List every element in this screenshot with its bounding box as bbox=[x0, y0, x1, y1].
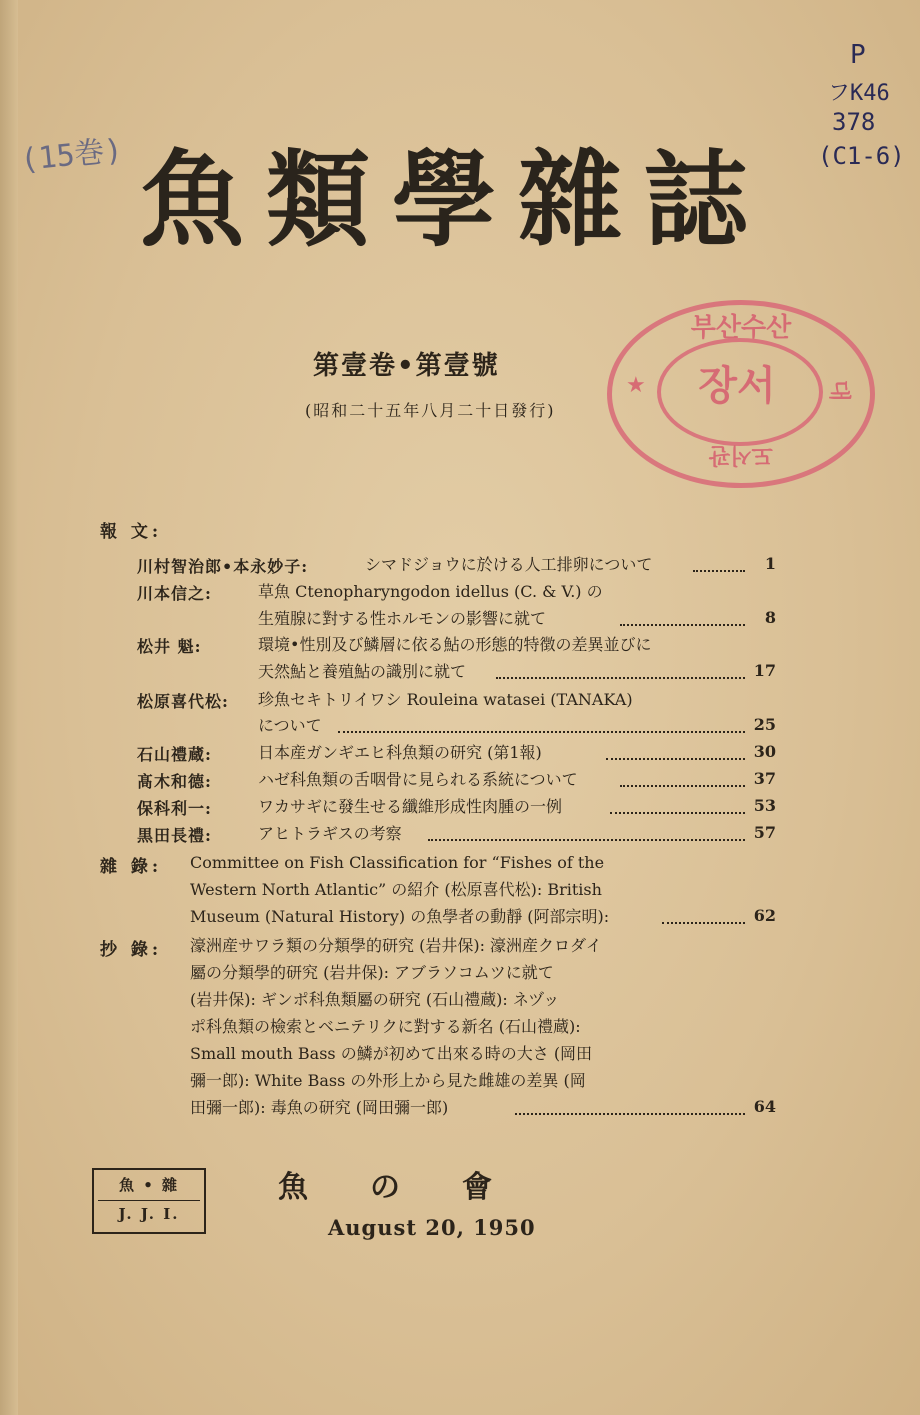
articles-heading: 報 文: bbox=[100, 522, 163, 542]
article-author: 川本信之: bbox=[137, 584, 212, 603]
misc-page: 62 bbox=[753, 906, 776, 925]
article-title: 草魚 Ctenopharyngodon idellus (C. & V.) の bbox=[258, 582, 603, 601]
article-author: 石山禮蔵: bbox=[137, 745, 212, 764]
article-title: 珍魚セキトリイワシ Rouleina watasei (TANAKA) bbox=[258, 690, 633, 709]
article-page: 30 bbox=[753, 742, 776, 761]
article-page: 17 bbox=[753, 661, 776, 680]
article-author: 保科利一: bbox=[137, 799, 212, 818]
abstract-line: ポ科魚類の檢索とベニテリクに對する新名 (石山禮蔵): bbox=[190, 1017, 581, 1036]
article-page: 8 bbox=[764, 608, 776, 627]
abstract-line: 彌一郎): White Bass の外形上から見た雌雄の差異 (岡 bbox=[190, 1071, 586, 1090]
misc-line: Western North Atlantic” の紹介 (松原喜代松): British bbox=[190, 880, 602, 899]
handwritten-call-number-1: P bbox=[850, 40, 866, 70]
article-page: 25 bbox=[753, 715, 776, 734]
leader-dots bbox=[610, 812, 745, 814]
article-author: 髙木和德: bbox=[137, 772, 212, 791]
article-title: ハゼ科魚類の舌咽骨に見られる系統について bbox=[258, 770, 578, 789]
leader-dots bbox=[662, 922, 745, 924]
box-divider bbox=[98, 1200, 200, 1201]
abstract-line: 田彌一郎): 毒魚の研究 (岡田彌一郎) bbox=[190, 1098, 449, 1117]
article-title: 日本産ガンギエヒ科魚類の研究 (第1報) bbox=[258, 743, 542, 762]
abstract-line: (岩井保): ギンポ科魚類屬の研究 (石山禮蔵): ネヅッ bbox=[190, 990, 560, 1009]
leader-dots bbox=[606, 758, 745, 760]
handwritten-call-number-2: フK46 bbox=[828, 81, 890, 106]
article-title: 生殖腺に對する性ホルモンの影響に就て bbox=[258, 609, 547, 628]
leader-dots bbox=[338, 731, 745, 733]
article-author: 松原喜代松: bbox=[137, 692, 229, 711]
stamp-right-text: 대 bbox=[826, 379, 852, 402]
misc-line: Committee on Fish Classification for “Fishes of the bbox=[190, 853, 605, 872]
article-page: 53 bbox=[753, 796, 776, 815]
misc-line: Museum (Natural History) の魚學者の動靜 (阿部宗明): bbox=[190, 907, 610, 926]
leader-dots bbox=[620, 785, 745, 787]
handwritten-volume-note: (15巻) bbox=[18, 132, 125, 179]
stamp-bottom-text: 도서관 bbox=[709, 442, 773, 467]
abstract-line: Small mouth Bass の鱗が初めて出來る時の大さ (岡田 bbox=[190, 1044, 593, 1063]
leader-dots bbox=[515, 1113, 745, 1115]
article-page: 1 bbox=[764, 554, 776, 573]
leader-dots bbox=[693, 570, 745, 572]
handwritten-call-number-4: (C1-6) bbox=[818, 142, 905, 170]
article-title: シマドジョウに於ける人工排卵について bbox=[365, 555, 653, 574]
abbreviation-en: J. J. I. bbox=[118, 1205, 180, 1223]
article-title: について bbox=[258, 716, 322, 735]
stamp-center-text: 장서 bbox=[698, 363, 776, 409]
article-author: 松井 魁: bbox=[137, 637, 202, 656]
publication-date: August 20, 1950 bbox=[328, 1215, 536, 1240]
article-author: 川村智治郎•本永妙子: bbox=[137, 557, 309, 576]
abstract-line: 屬の分類學的研究 (岩井保): アブラソコムツに就て bbox=[190, 963, 554, 982]
handwritten-call-number-3: 378 bbox=[832, 108, 876, 136]
leader-dots bbox=[620, 624, 745, 626]
library-stamp bbox=[607, 300, 875, 488]
issue-date: (昭和二十五年八月二十日發行) bbox=[305, 401, 556, 420]
article-title: 天然鮎と養殖鮎の識別に就て bbox=[258, 662, 467, 681]
binding-edge bbox=[0, 0, 18, 1415]
article-title: アヒトラギスの考察 bbox=[258, 824, 402, 843]
article-page: 57 bbox=[753, 823, 776, 842]
article-author: 黒田長禮: bbox=[137, 826, 212, 845]
journal-abbreviation-box bbox=[92, 1168, 206, 1234]
stamp-top-text: 부산수산 bbox=[690, 313, 792, 343]
abbreviation-jp: 魚 • 雜 bbox=[118, 1176, 180, 1194]
article-title: ワカサギに發生せる纖維形成性肉腫の一例 bbox=[258, 797, 563, 816]
abstracts-heading: 抄 錄: bbox=[100, 940, 163, 960]
publisher: 魚の會 bbox=[278, 1170, 554, 1205]
article-page: 37 bbox=[753, 769, 776, 788]
journal-title: 魚類學雜誌 bbox=[140, 138, 771, 261]
leader-dots bbox=[428, 839, 745, 841]
leader-dots bbox=[496, 677, 745, 679]
misc-heading: 雜 錄: bbox=[100, 857, 163, 877]
abstracts-page: 64 bbox=[753, 1097, 776, 1116]
article-title: 環境•性別及び鱗層に依る鮎の形態的特徴の差異並びに bbox=[258, 635, 652, 654]
star-icon: ★ bbox=[626, 373, 646, 398]
abstract-line: 濠洲産サワラ類の分類學的研究 (岩井保): 濠洲産クロダイ bbox=[190, 936, 602, 955]
volume-issue: 第壹卷•第壹號 bbox=[313, 351, 500, 381]
